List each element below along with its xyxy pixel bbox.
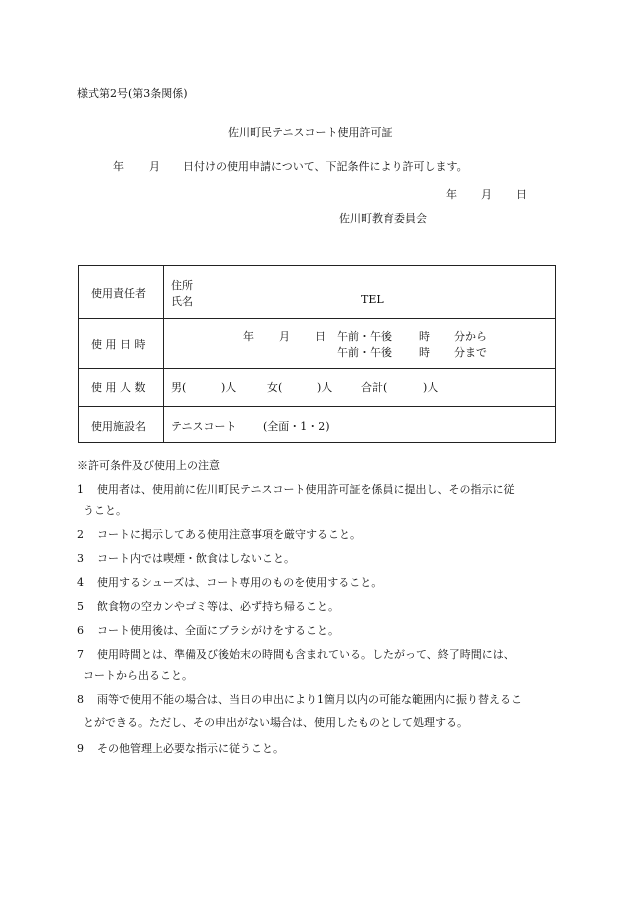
note-text: 使用するシューズは、コート専用のものを使用すること。 [97,576,383,589]
note-line-continuation: うこと。 [83,504,127,517]
table-column-divider [163,266,164,442]
row-label-facility: 使用施設名 [91,420,146,433]
note-number: 6 [77,624,84,637]
note-line [77,646,515,662]
date-month: 月 [279,330,290,343]
note-text: コート内では喫煙・飲食はしないこと。 [97,552,295,565]
note-number: 5 [77,600,84,613]
note-text: コートに掲示してある使用注意事項を厳守すること。 [97,528,361,541]
note-line [77,740,284,756]
issuer: 佐川町教育委員会 [339,212,427,225]
male-count-open: 男( [171,381,187,394]
issue-date-year: 年 [446,188,457,201]
note-number: 3 [77,552,84,565]
document-title: 佐川町民テニスコート使用許可証 [228,126,393,139]
note-text: 使用時間とは、準備及び後始末の時間も含まれている。したがって、終了時間には、 [97,648,515,661]
note-text: 使用者は、使用前に佐川町民テニスコート使用許可証を係員に提出し、その指示に従 [97,483,515,496]
tel-label: TEL [361,293,384,306]
note-line [77,481,515,497]
issue-date-month: 月 [481,188,492,201]
row-label-headcount: 使 用 人 数 [91,381,146,394]
end-minute: 分まで [454,346,487,359]
note-text: コート使用後は、全面にブラシがけをすること。 [97,624,339,637]
date-year: 年 [243,330,254,343]
start-minute: 分から [454,330,487,343]
end-hour: 時 [419,346,430,359]
address-label: 住所 [171,279,193,292]
form-label: 様式第2号(第3条関係) [77,87,188,100]
intro-year: 年 [113,160,124,173]
date-day: 日 [315,330,326,343]
note-number: 7 [77,648,84,661]
end-ampm: 午前・午後 [337,346,392,359]
intro-text: 日付けの使用申請について、下記条件により許可します。 [183,160,468,173]
table-row-divider [79,368,555,369]
male-count-close: )人 [221,381,237,394]
note-line [77,550,295,566]
note-text: 飲食物の空カンやゴミ等は、必ず持ち帰ること。 [97,600,339,613]
intro-month: 月 [149,160,160,173]
start-hour: 時 [419,330,430,343]
permit-table [78,265,556,443]
note-line [77,598,339,614]
note-number: 4 [77,576,84,589]
note-line-continuation: とができる。ただし、その申出がない場合は、使用したものとして処理する。 [83,716,468,729]
total-count-open: 合計( [361,381,388,394]
female-count-open: 女( [267,381,283,394]
name-label: 氏名 [171,295,193,308]
facility-option: (全面・1・2) [263,420,330,433]
total-count-close: )人 [423,381,439,394]
row-label-responsible: 使用責任者 [91,287,146,300]
start-ampm: 午前・午後 [337,330,392,343]
facility-name: テニスコート [171,420,237,433]
note-number: 9 [77,742,84,755]
note-line [77,526,361,542]
note-text: その他管理上必要な指示に従うこと。 [97,742,284,755]
note-number: 1 [77,483,84,496]
note-line [77,691,522,707]
table-row-divider [79,406,555,407]
note-text: 雨等で使用不能の場合は、当日の申出により1箇月以内の可能な範囲内に振り替えるこ [97,693,522,706]
notes-heading: ※許可条件及び使用上の注意 [77,459,220,472]
note-number: 2 [77,528,84,541]
table-row-divider [79,318,555,319]
note-number: 8 [77,693,84,706]
row-label-datetime: 使 用 日 時 [91,338,146,351]
female-count-close: )人 [317,381,333,394]
note-line-continuation: コートから出ること。 [83,669,193,682]
note-line [77,574,382,590]
issue-date-day: 日 [516,188,527,201]
note-line [77,622,339,638]
